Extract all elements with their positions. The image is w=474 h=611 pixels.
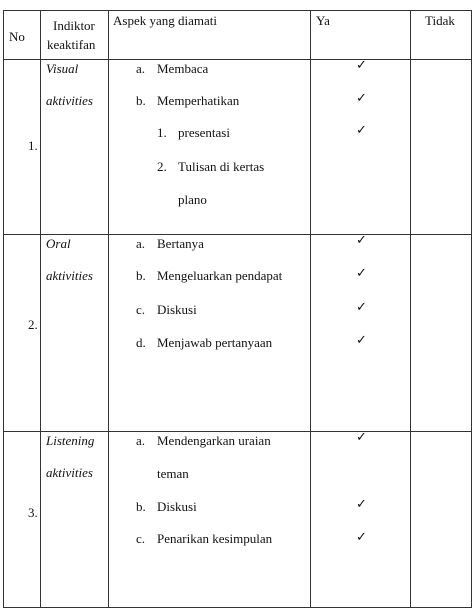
indicator-label: Listening xyxy=(46,433,95,448)
row-divider-2 xyxy=(3,431,472,432)
item-marker: b. xyxy=(136,93,146,108)
header-indikator-line1: Indiktor xyxy=(53,18,95,33)
item-text: Menjawab pertanyaan xyxy=(157,335,273,350)
row-divider-1 xyxy=(3,234,472,235)
item-text: presentasi xyxy=(178,125,230,140)
row-number: 2. xyxy=(28,317,38,332)
check-icon: ✓ xyxy=(356,266,367,281)
check-icon: ✓ xyxy=(356,430,367,445)
check-icon: ✓ xyxy=(356,123,367,138)
item-text: Mendengarkan uraian xyxy=(157,433,271,448)
item-text: Penarikan kesimpulan xyxy=(157,531,273,546)
item-text: Mengeluarkan pendapat xyxy=(157,268,283,283)
check-icon: ✓ xyxy=(356,58,367,73)
col-divider-no xyxy=(40,10,41,608)
row-number: 3. xyxy=(28,505,38,520)
item-marker: a. xyxy=(136,61,146,76)
indicator-label: aktivities xyxy=(46,93,93,108)
table-border-left xyxy=(3,10,4,608)
col-divider-indikator xyxy=(108,10,109,608)
item-text: Tulisan di kertas xyxy=(178,159,265,174)
table-border-top xyxy=(3,10,472,11)
indicator-label: Visual xyxy=(46,61,79,76)
header-no: No xyxy=(9,29,25,44)
item-text: Bertanya xyxy=(157,236,204,251)
item-text: Diskusi xyxy=(157,499,197,514)
item-text: teman xyxy=(157,466,189,481)
check-icon: ✓ xyxy=(356,497,367,512)
indicator-label: aktivities xyxy=(46,268,93,283)
item-text: Memperhatikan xyxy=(157,93,240,108)
table-border-bottom xyxy=(3,607,472,608)
check-icon: ✓ xyxy=(356,91,367,106)
col-divider-ya xyxy=(410,10,411,608)
item-marker: 2. xyxy=(157,159,167,174)
col-divider-aspek xyxy=(310,10,311,608)
check-icon: ✓ xyxy=(356,530,367,545)
table-border-right xyxy=(471,10,472,608)
item-text: plano xyxy=(178,192,207,207)
header-divider xyxy=(3,59,472,60)
item-marker: a. xyxy=(136,236,146,251)
header-ya: Ya xyxy=(316,13,330,28)
header-aspek: Aspek yang diamati xyxy=(113,13,217,28)
item-marker: b. xyxy=(136,268,146,283)
item-marker: a. xyxy=(136,433,146,448)
item-text: Diskusi xyxy=(157,302,197,317)
check-icon: ✓ xyxy=(356,333,367,348)
indicator-label: Oral xyxy=(46,236,71,251)
item-marker: b. xyxy=(136,499,146,514)
header-indikator-line2: keaktifan xyxy=(47,37,96,52)
item-marker: c. xyxy=(136,302,146,317)
item-marker: c. xyxy=(136,531,146,546)
row-number: 1. xyxy=(28,138,38,153)
item-marker: d. xyxy=(136,335,146,350)
check-icon: ✓ xyxy=(356,233,367,248)
item-marker: 1. xyxy=(157,125,167,140)
item-text: Membaca xyxy=(157,61,209,76)
indicator-label: aktivities xyxy=(46,465,93,480)
header-tidak: Tidak xyxy=(425,13,455,28)
check-icon: ✓ xyxy=(356,300,367,315)
